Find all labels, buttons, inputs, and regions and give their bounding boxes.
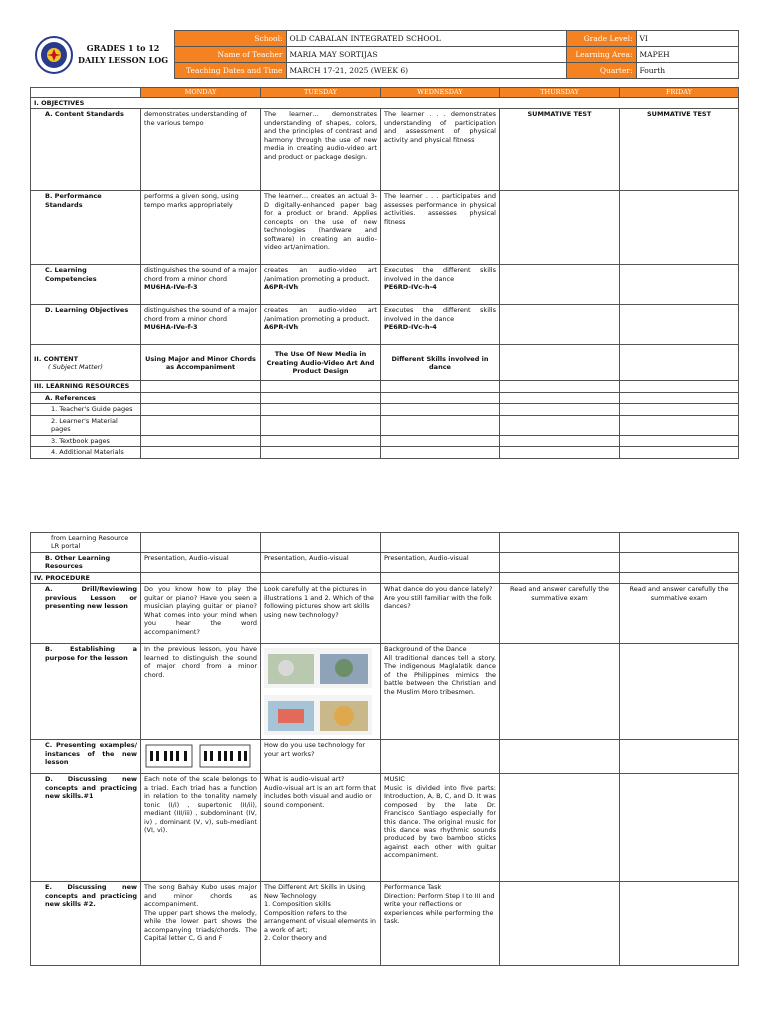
cell: Presentation, Audio-visual [381, 553, 500, 573]
illustrations-cell [261, 644, 381, 740]
header-table [30, 30, 739, 79]
cell: Presentation, Audio-visual [261, 553, 381, 573]
day-tuesday: TUESDAY [261, 88, 381, 98]
teacher-label: Name of Teacher [174, 47, 286, 63]
content-row [31, 345, 739, 381]
objectives-section: I. OBJECTIVES [31, 98, 739, 109]
day-monday: MONDAY [141, 88, 261, 98]
resource-item: 3. Textbook pages [31, 435, 141, 446]
illustration-1-image [264, 648, 372, 688]
competencies-row [31, 265, 739, 305]
resource-item: 4. Additional Materials [31, 447, 141, 458]
resource-item: 1. Teacher's Guide pages [31, 404, 141, 415]
content-standards-row [31, 109, 739, 191]
cell: Different Skills involved in dance [381, 345, 500, 381]
school-value: OLD CABALAN INTEGRATED SCHOOL [286, 31, 566, 47]
row-label: B. Performance Standards [31, 191, 141, 265]
cell: Executes the different skills involved in the dance PE6RD-IVc-h-4 [381, 265, 500, 305]
grade-label: Grade Level: [566, 31, 636, 47]
lesson-table-1 [30, 87, 739, 459]
piano-chords-icon [144, 741, 254, 769]
cell: Read and answer carefully the summative exam [620, 584, 739, 644]
learning-objectives-row [31, 305, 739, 345]
area-label: Learning Area: [566, 47, 636, 63]
row-label: C. Presenting examples/ instances of the new lesson [31, 740, 141, 774]
cell: Presentation, Audio-visual [141, 553, 261, 573]
row-label: B. Establishing a purpose for the lesson [31, 644, 141, 740]
grade-value: VI [636, 31, 738, 47]
procedure-e-row [31, 882, 739, 966]
cell: Read and answer carefully the summative exam [500, 584, 620, 644]
cell: The learner . . . demonstrates understanding of participation and assessment of physical activity and physical fitness [381, 109, 500, 191]
cell: How do you use technology for your art works? [261, 740, 381, 774]
cell: The learner… creates an actual 3-D digitally-enhanced paper bag for a product or brand. Applies concepts on the use of new technologies (hardware and software) in creating an audio-video art/animation. [261, 191, 381, 265]
quarter-label: Quarter: [566, 63, 636, 79]
cell: The Use Of New Media in Creating Audio-Video Art And Product Design [261, 345, 381, 381]
quarter-value: Fourth [636, 63, 738, 79]
lesson-table-2 [30, 532, 739, 966]
day-thursday: THURSDAY [500, 88, 620, 98]
day-friday: FRIDAY [620, 88, 739, 98]
cell: The learner . . . participates and assesses performance in physical activities. assesses physical fitness [381, 191, 500, 265]
chord-diagram-cell [141, 740, 261, 774]
cell: The song Bahay Kubo uses major and minor chords as accompaniment. The upper part shows the melody, while the lower part shows the accompanying triads/chords. The Capital letter C, G and F [141, 882, 261, 966]
school-label: School: [174, 31, 286, 47]
cell: Background of the Dance All traditional dances tell a story. The indigenous Maglalatik dance of the Philippines mimics the battle between the Christian and the Muslim Moro tribesmen. [381, 644, 500, 740]
cell: creates an audio-video art /animation promoting a product. A6PR-IVh [261, 265, 381, 305]
cell: performs a given song, using tempo marks appropriately [141, 191, 261, 265]
cell: What dance do you dance lately? Are you still familiar with the folk dances? [381, 584, 500, 644]
cell: distinguishes the sound of a major chord from a minor chord MU6HA-IVe-f-3 [141, 305, 261, 345]
illustration-2-image [264, 695, 372, 735]
cell: Performance Task Direction: Perform Step I to III and write your reflections or experiences while performing the task. [381, 882, 500, 966]
header-title-line2: DAILY LESSON LOG [78, 54, 169, 65]
cell: SUMMATIVE TEST [500, 109, 620, 191]
row-label: C. Learning Competencies [31, 265, 141, 305]
cell: creates an audio-video art /animation promoting a product. A6PR-IVh [261, 305, 381, 345]
cell: Look carefully at the pictures in illustrations 1 and 2. Which of the following pictures show art skills using new technology? [261, 584, 381, 644]
day-header-row [31, 88, 739, 98]
procedure-a-row [31, 584, 739, 644]
cell: demonstrates understanding of the various tempo [141, 109, 261, 191]
row-label: II. CONTENT ( Subject Matter) [31, 345, 141, 381]
cell: SUMMATIVE TEST [620, 109, 739, 191]
resource-item: 2. Learner's Material pages [31, 415, 141, 435]
procedure-d-row [31, 774, 739, 882]
cell: MUSIC Music is divided into five parts: Introduction, A, B, C, and D. It was composed by the late Dr. Francisco Santiago especially for this dance. The original music for this dance was rhythmic sounds produced by two bamboo sticks against each other with guitar accompaniment. [381, 774, 500, 882]
dates-value: MARCH 17-21, 2025 (WEEK 6) [286, 63, 566, 79]
cell: The learner… demonstrates understanding of shapes, colors, and the principles of contrast and harmony through the use of new media in creating audio-video art and product or package design. [261, 109, 381, 191]
procedure-c-row [31, 740, 739, 774]
cell: The Different Art Skills in Using New Technology 1. Composition skills Composition refers to the arrangement of visual elements in a work of art; 2. Color theory and [261, 882, 381, 966]
resources-section: III. LEARNING RESOURCES [31, 381, 141, 392]
cell: Using Major and Minor Chords as Accompaniment [141, 345, 261, 381]
lesson-log-page-1 [30, 30, 738, 459]
day-wednesday: WEDNESDAY [381, 88, 500, 98]
references-label: A. References [31, 392, 141, 403]
procedure-section: IV. PROCEDURE [31, 572, 141, 583]
deped-seal-icon [30, 35, 78, 75]
area-value: MAPEH [636, 47, 738, 63]
cell: distinguishes the sound of a major chord from a minor chord MU6HA-IVe-f-3 [141, 265, 261, 305]
row-label: D. Discussing new concepts and practicing new skills.#1 [31, 774, 141, 882]
cell: Each note of the scale belongs to a triad. Each triad has a function in relation to the tonality namely tonic (I/i) , supertonic (II/ii), mediant (III/iii) , subdominant (IV, iv) , dominant (V, v), sub-mediant (VI, vi). [141, 774, 261, 882]
header-title-line1: GRADES 1 to 12 [86, 43, 160, 54]
dates-label: Teaching Dates and Time [174, 63, 286, 79]
procedure-b-row [31, 644, 739, 740]
row-label: D. Learning Objectives [31, 305, 141, 345]
lesson-log-page-2 [30, 532, 738, 966]
teacher-value: MARIA MAY SORTIJAS [286, 47, 566, 63]
row-label: A. Content Standards [31, 109, 141, 191]
cell: Do you know how to play the guitar or piano? Have you seen a musician playing guitar or piano? What comes into your mind when you hear the word accompaniment? [141, 584, 261, 644]
row-label: A. Drill/Reviewing previous Lesson or presenting new lesson [31, 584, 141, 644]
cell: What is audio-visual art? Audio-visual art is an art form that includes both visual and audio or sound component. [261, 774, 381, 882]
row-label: B. Other Learning Resources [31, 553, 141, 573]
performance-standards-row [31, 191, 739, 265]
row-label: E. Discussing new concepts and practicing new skills #2. [31, 882, 141, 966]
header-title-cell [30, 31, 174, 79]
cell: In the previous lesson, you have learned to distinguish the sound of major chord from a minor chord. [141, 644, 261, 740]
resource-item-cont: from Learning Resource LR portal [31, 533, 141, 553]
other-resources-row [31, 553, 739, 573]
cell: Executes the different skills involved in the dance PE6RD-IVc-h-4 [381, 305, 500, 345]
